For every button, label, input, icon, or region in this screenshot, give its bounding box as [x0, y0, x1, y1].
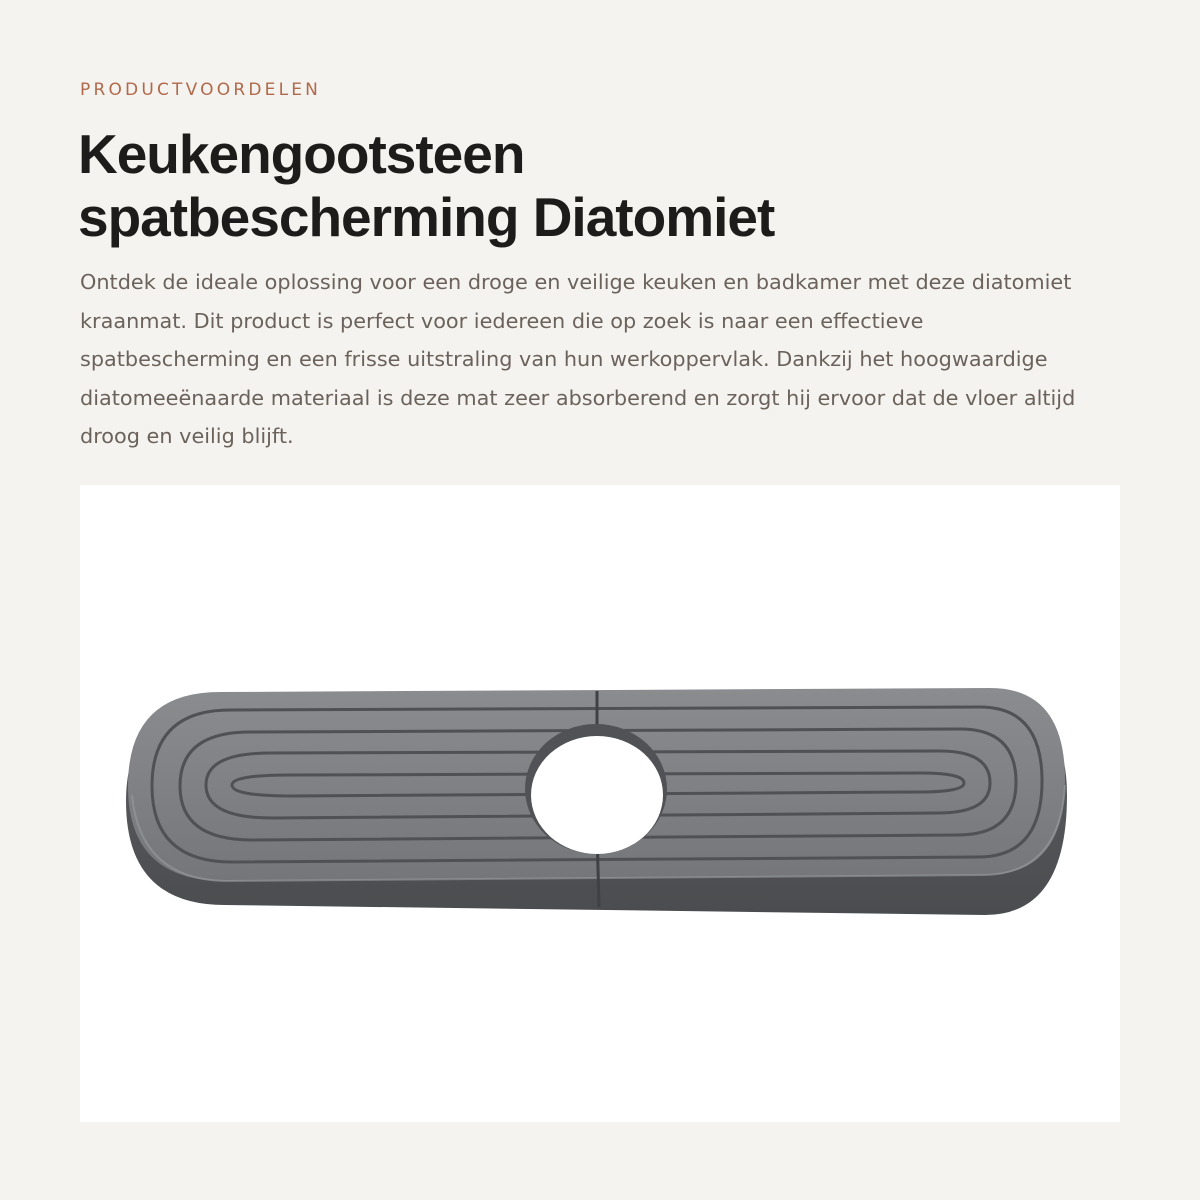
title-line-2: spatbescherming Diatomiet [78, 186, 775, 248]
mat-hole [531, 736, 663, 854]
title-line-1: Keukengootsteen [78, 123, 525, 185]
diatomite-mat-illustration [80, 485, 1120, 1122]
product-image [80, 485, 1120, 1122]
page-title [78, 123, 1078, 249]
product-description: Ontdek de ideale oplossing voor een droge en veilige keuken en badkamer met deze diatomiet kraanmat. Dit product is perfect voor iedereen die op zoek is naar een effectieve spatbescherming en een frisse uitstraling van hun werkoppervlak. Dankzij het hoogwaardige diatomeeënaarde materiaal is deze mat zeer absorberend en zorgt hij ervoor dat de vloer altijd droog en veilig blijft. [80, 270, 1076, 448]
section-eyebrow: PRODUCTVOORDELEN [80, 80, 322, 100]
